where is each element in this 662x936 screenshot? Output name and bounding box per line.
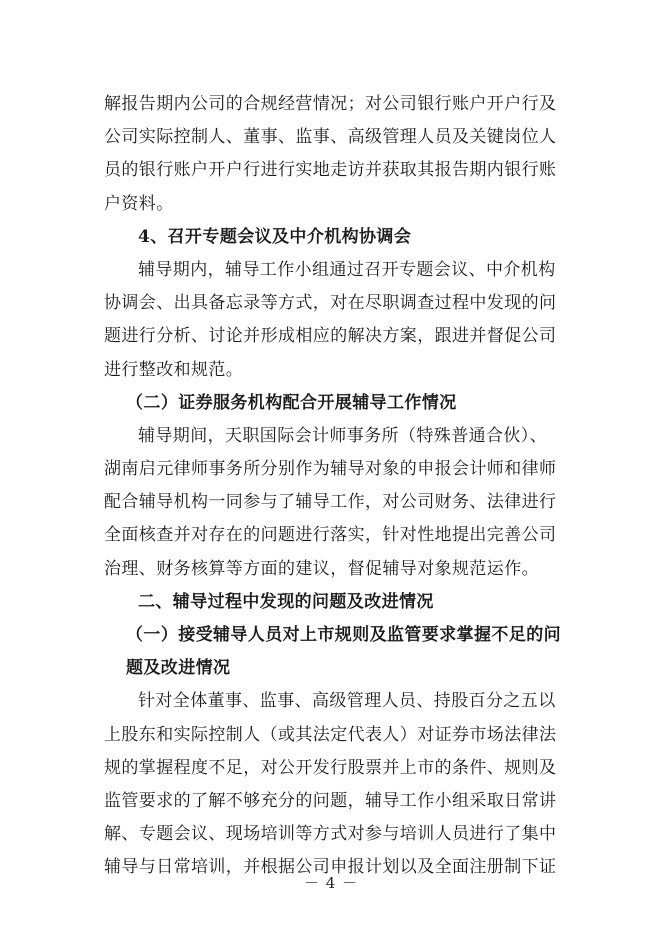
- text-line: 治理、财务核算等方面的建议，督促辅导对象规范运作。: [104, 558, 539, 579]
- page-number: － 4 －: [303, 874, 359, 892]
- text-line: 协调会、出具备忘录等方式，对在尽职调查过程中发现的问: [104, 293, 557, 314]
- section-heading: （二）证券服务机构配合开展辅导工作情况: [126, 392, 457, 413]
- text-line: 针对全体董事、监事、高级管理人员、持股百分之五以: [138, 691, 556, 712]
- section-heading: 二、辅导过程中发现的问题及改进情况: [138, 591, 434, 612]
- text-line: 题进行分析、讨论并形成相应的解决方案，跟进并督促公司: [104, 326, 557, 347]
- text-line: 员的银行账户开户行进行实地走访并获取其报告期内银行账: [104, 160, 557, 181]
- text-line: 上股东和实际控制人（或其法定代表人）对证券市场法律法: [104, 724, 557, 745]
- text-line: 配合辅导机构一同参与了辅导工作，对公司财务、法律进行: [104, 492, 557, 513]
- text-line: 解、专题会议、现场培训等方式对参与培训人员进行了集中: [104, 824, 557, 845]
- body-text: [104, 88, 574, 885]
- text-line: 辅导与日常培训，并根据公司申报计划以及全面注册制下证: [104, 857, 557, 878]
- text-line: 公司实际控制人、董事、监事、高级管理人员及关键岗位人: [104, 127, 557, 148]
- text-line: 全面核查并对存在的问题进行落实，针对性地提出完善公司: [104, 525, 557, 546]
- text-line: 解报告期内公司的合规经营情况；对公司银行账户开户行及: [104, 94, 557, 114]
- text-line: 监管要求的了解不够充分的问题，辅导工作小组采取日常讲: [104, 790, 557, 811]
- text-line: 辅导期内，辅导工作小组通过召开专题会议、中介机构: [138, 259, 556, 280]
- text-line: 进行整改和规范。: [104, 359, 244, 380]
- section-heading: 4、召开专题会议及中介机构协调会: [138, 226, 412, 247]
- text-line: 湖南启元律师事务所分别作为辅导对象的申报会计师和律师: [104, 459, 557, 480]
- text-line: 规的掌握程度不足，对公开发行股票并上市的条件、规则及: [104, 757, 557, 778]
- text-line: 户资料。: [104, 193, 174, 214]
- section-heading: 题及改进情况: [126, 658, 231, 679]
- section-heading: （一）接受辅导人员对上市规则及监管要求掌握不足的问: [126, 625, 561, 645]
- text-line: 辅导期间，天职国际会计师事务所（特殊普通合伙）、: [138, 425, 548, 446]
